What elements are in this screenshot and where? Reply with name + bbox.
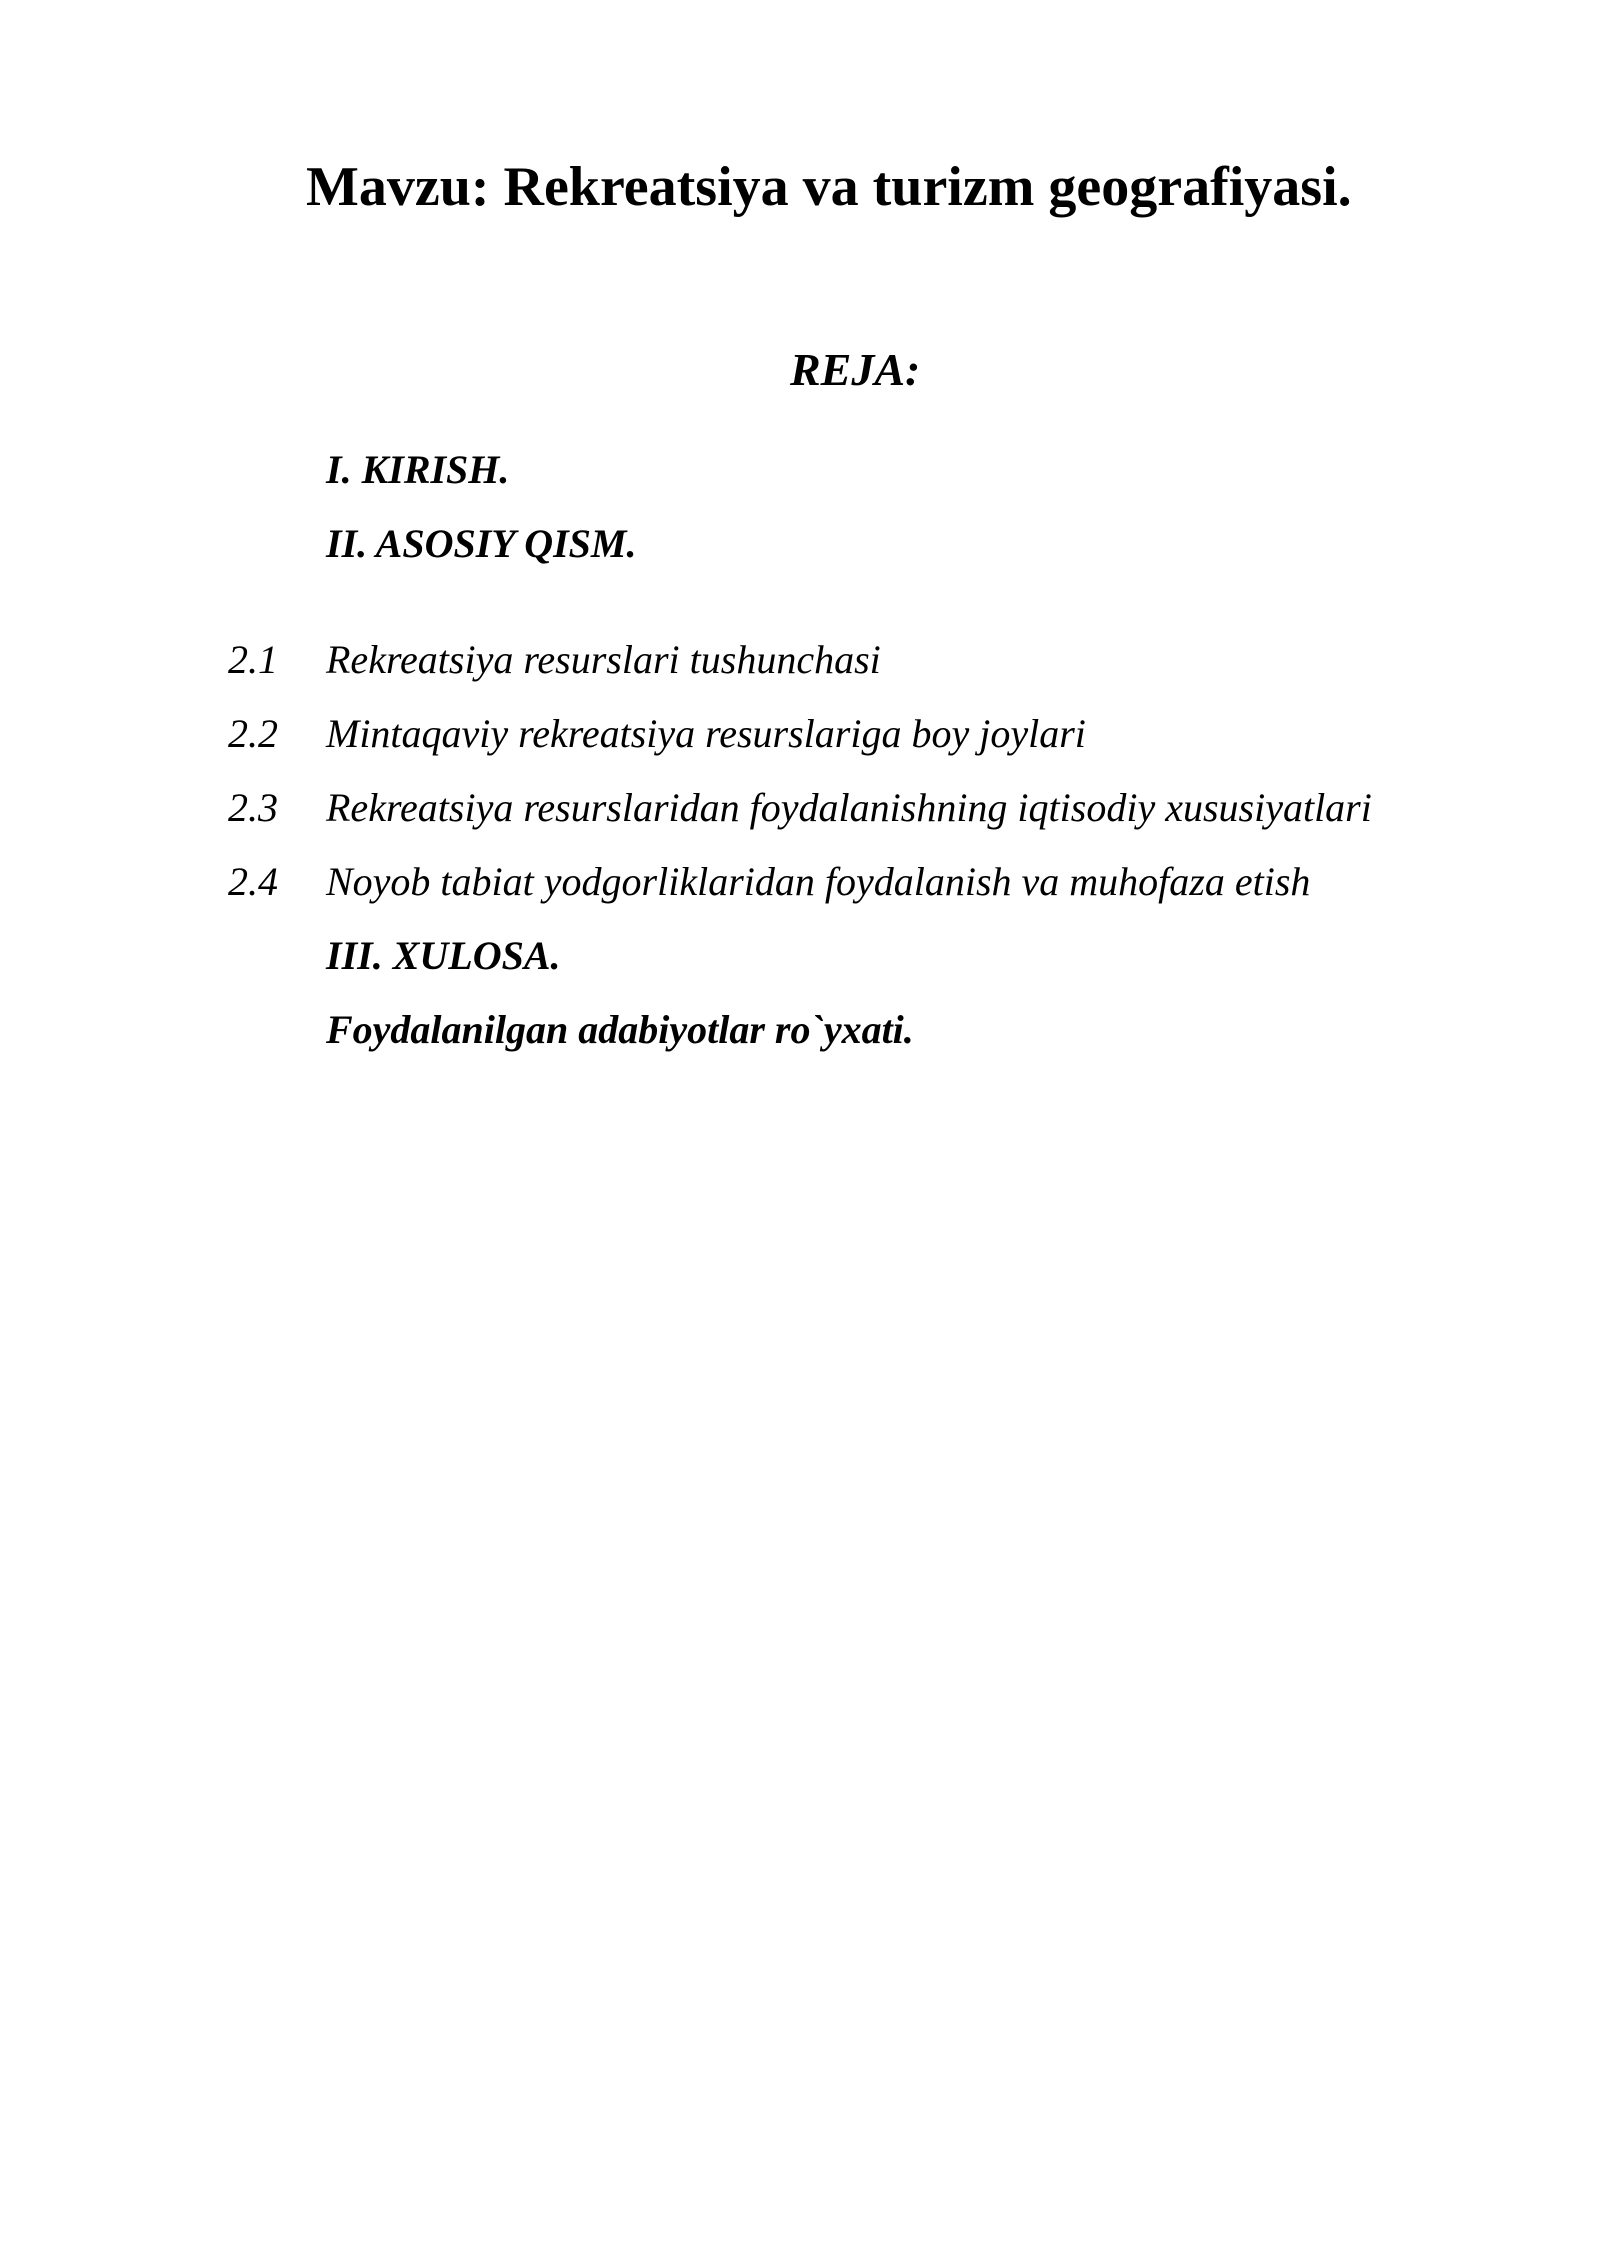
plan-heading: REJA: (790, 344, 921, 395)
list-item-text: Noyob tabiat yodgorliklaridan foydalanish va muhofaza etish (326, 859, 1311, 904)
list-item (228, 634, 881, 686)
list-item-number: 2.1 (228, 637, 278, 682)
section-conclusion: III. XULOSA. (326, 933, 561, 978)
page-title: Mavzu: Rekreatsiya va turizm geografiyasi. (306, 156, 1352, 218)
list-item (228, 708, 1086, 760)
list-item-text: Rekreatsiya resurslari tushunchasi (326, 637, 881, 682)
list-item-text: Rekreatsiya resurslaridan foydalanishning iqtisodiy xususiyatlari (326, 785, 1372, 830)
section-main-part: II. ASOSIY QISM. (326, 521, 637, 566)
list-item (228, 782, 1372, 834)
list-item-number: 2.4 (228, 859, 278, 904)
list-item-text: Mintaqaviy rekreatsiya resurslariga boy joylari (326, 711, 1086, 756)
list-item-number: 2.3 (228, 785, 278, 830)
references-heading: Foydalanilgan adabiyotlar ro`yxati. (326, 1007, 914, 1052)
section-introduction: I. KIRISH. (326, 447, 510, 492)
list-item (228, 856, 1310, 908)
list-item-number: 2.2 (228, 711, 278, 756)
